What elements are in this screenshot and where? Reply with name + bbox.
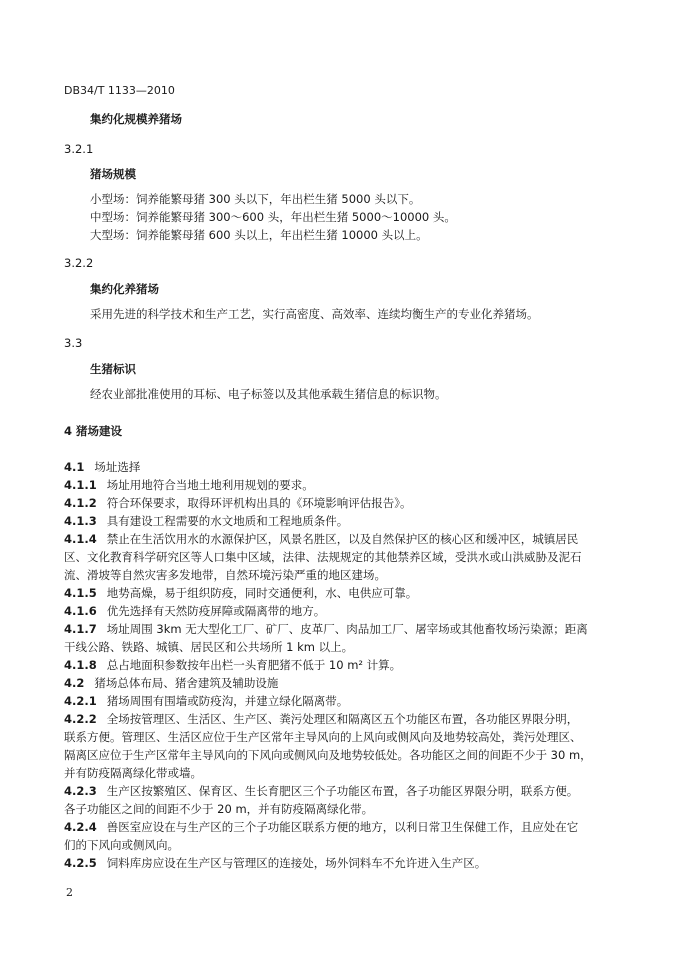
clause-number-3-2-2: 3.2.2: [64, 256, 94, 270]
clause-number-3-3: 3.3: [64, 336, 83, 350]
clause-line: 4.1.2 符合环保要求，取得环评机构出具的《环境影响评估报告》。: [64, 496, 412, 510]
clause-line: 4.1.5 地势高燥，易于组织防疫，同时交通便利，水、电供应可靠。: [64, 586, 418, 600]
clause-line: 4.1.7 场址周围 3km 无大型化工厂、矿厂、皮革厂、肉品加工厂、屠宰场或其他畜牧场污染源；距离: [64, 622, 588, 636]
term-definition-intensive-farm: 采用先进的科学技术和生产工艺，实行高密度、高效率、连续均衡生产的专业化养猪场。: [90, 307, 539, 321]
clause-line: 4.1.8 总占地面积参数按年出栏一头育肥猪不低于 10 m² 计算。: [64, 658, 402, 672]
clause-line: 4.2.2 全场按管理区、生活区、生产区、粪污处理区和隔离区五个功能区布置，各功能区界限分明，: [64, 712, 579, 726]
term-title-pig-identification: 生猪标识: [90, 362, 136, 376]
term-title-intensive-pig-farm: 集约化规模养猪场: [90, 112, 182, 126]
farm-scale-small: 小型场：饲养能繁母猪 300 头以下，年出栏生猪 5000 头以下。: [90, 192, 421, 206]
clause-line-continued: 区、文化教育科学研究区等人口集中区域，法律、法规规定的其他禁养区域，受洪水或山洪威胁及泥石: [64, 550, 582, 564]
clause-line-continued: 干线公路、铁路、城镇、居民区和公共场所 1 km 以上。: [64, 640, 354, 654]
clause-line: 4.1.6 优先选择有天然防疫屏障或隔离带的地方。: [64, 604, 326, 618]
term-definition-pig-identification: 经农业部批准使用的耳标、电子标签以及其他承载生猪信息的标识物。: [90, 387, 447, 401]
clause-line-continued: 联系方便。管理区、生活区应位于生产区常年主导风向的上风向或侧风向及地势较高处，粪污处理区、: [64, 730, 582, 744]
clause-line-continued: 各子功能区之间的间距不少于 20 m，并有防疫隔离绿化带。: [64, 802, 374, 816]
clause-number-3-2-1: 3.2.1: [64, 142, 94, 156]
term-title-intensive-farm: 集约化养猪场: [90, 282, 159, 296]
term-title-farm-scale: 猪场规模: [90, 167, 136, 181]
page-number: 2: [66, 886, 73, 899]
clause-line: 4.2 猪场总体布局、猪舍建筑及辅助设施: [64, 676, 279, 690]
document-code: DB34/T 1133—2010: [64, 84, 175, 97]
chapter-heading-farm-construction: 4 猪场建设: [64, 424, 123, 438]
clause-line: 4.2.3 生产区按繁殖区、保育区、生长育肥区三个子功能区布置，各子功能区界限分明，联系方便。: [64, 784, 579, 798]
clause-line-continued: 们的下风向或侧风向。: [64, 838, 179, 852]
clause-line: 4.2.5 饲料库房应设在生产区与管理区的连接处，场外饲料车不允许进入生产区。: [64, 856, 487, 870]
clause-line-continued: 隔离区应位于生产区常年主导风向的下风向或侧风向及地势较低处。各功能区之间的间距不少于 30 m，: [64, 748, 592, 762]
clause-line: 4.1.4 禁止在生活饮用水的水源保护区，风景名胜区，以及自然保护区的核心区和缓冲区，城镇居民: [64, 532, 579, 546]
clause-line: 4.2.1 猪场周围有围墙或防疫沟，并建立绿化隔离带。: [64, 694, 349, 708]
farm-scale-large: 大型场：饲养能繁母猪 600 头以上，年出栏生猪 10000 头以上。: [90, 228, 428, 242]
clause-line: 4.2.4 兽医室应设在与生产区的三个子功能区联系方便的地方，以利日常卫生保健工作，且应处在它: [64, 820, 579, 834]
clause-line-continued: 流、滑坡等自然灾害多发地带，自然环境污染严重的地区建场。: [64, 568, 386, 582]
clause-line: 4.1 场址选择: [64, 460, 141, 474]
clause-line-continued: 并有防疫隔离绿化带或墙。: [64, 766, 202, 780]
clause-line: 4.1.3 具有建设工程需要的水文地质和工程地质条件。: [64, 514, 349, 528]
farm-scale-medium: 中型场：饲养能繁母猪 300～600 头，年出栏生猪 5000～10000 头。: [90, 210, 456, 224]
clause-line: 4.1.1 场址用地符合当地土地利用规划的要求。: [64, 478, 314, 492]
